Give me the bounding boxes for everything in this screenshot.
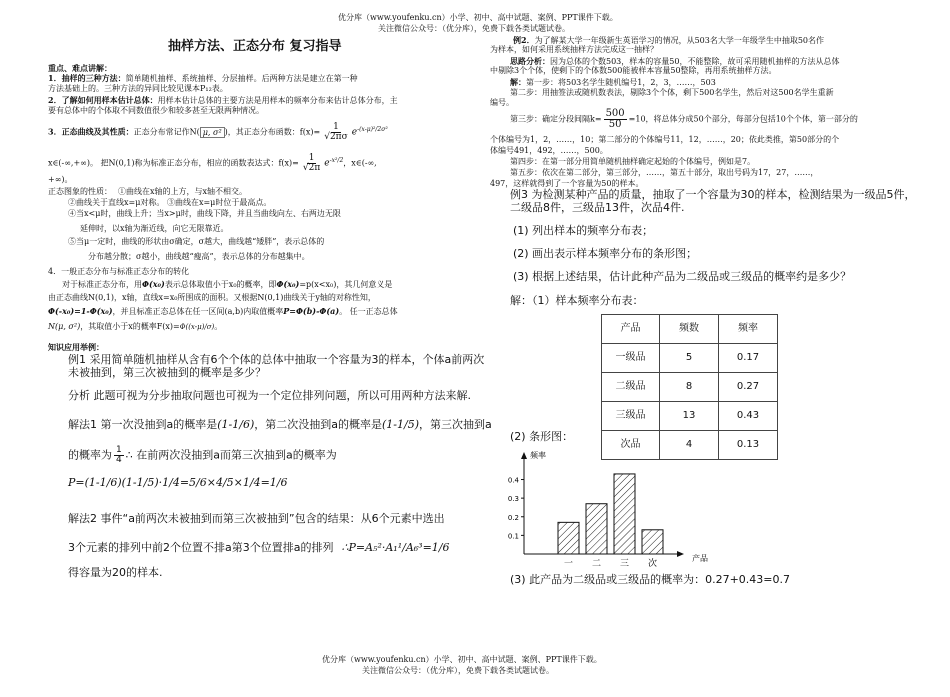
- table-cell: 5: [660, 344, 719, 373]
- table-header-cell: 频率: [719, 315, 778, 344]
- table-cell: 0.43: [719, 402, 778, 431]
- example-2-head: 例2．: [513, 35, 535, 45]
- prop-4-cont: 分布越分散；σ越小，曲线越“瘦高”，表示总体的分布越集中。: [88, 252, 310, 261]
- phi-x0-symbol: Φ(x₀): [142, 279, 165, 289]
- answer-2: (2) 条形图：: [510, 430, 574, 443]
- props-head: 正态图象的性质：: [48, 187, 112, 196]
- x-category-label: 二: [591, 559, 602, 568]
- table-row: [602, 373, 778, 402]
- y-tick-label: 0.1: [507, 532, 519, 541]
- solution-2-line-2: [68, 541, 450, 555]
- point-1-head: 1．抽样的三种方法：: [48, 73, 126, 83]
- point-4-l1a: 对于标准正态分布，用: [62, 280, 142, 289]
- y-tick-label: 0.2: [507, 513, 519, 522]
- prop-4: ⑤当μ一定时，曲线的形状由σ确定，σ越大，曲线越“矮胖”，表示总体的: [68, 237, 325, 246]
- sol1c: ，第三次抽到a: [419, 418, 492, 431]
- y-axis-arrow: [521, 452, 527, 459]
- frequency-table: [601, 314, 778, 460]
- point-4-l3d: 。 任一正态总体: [339, 307, 398, 316]
- step-4: 第四步：在第一部分用简单随机抽样确定起始的个体编号，例如是7。: [510, 157, 756, 166]
- table-row: [602, 344, 778, 373]
- solution-1-line-1: [68, 418, 492, 432]
- point-3-text: 正态分布常记作N(: [133, 127, 200, 137]
- header-line-2: 关注微信公众号：（优分库），免费下载各类试题试卷。: [378, 24, 570, 33]
- table-cell: 0.13: [719, 431, 778, 460]
- point-1-text: 简单随机抽样、系统抽样、分层抽样。后两种方法是建立在第一种: [125, 74, 358, 83]
- table-header-row: [602, 315, 778, 344]
- phi-x0-symbol-2: Φ(x₀): [276, 279, 300, 289]
- sol2-equation: ∴P=A₅²·A₁¹/A₆³=1/6: [341, 541, 450, 554]
- x-category-label: 三: [619, 559, 630, 568]
- x-axis-label: 产品: [692, 554, 708, 563]
- sol1d: 的概率为: [68, 448, 112, 462]
- step-3b: =10，将总体分成50个部分，每部分包括10个个体，第一部分的: [628, 114, 858, 124]
- answer-3: (3) 此产品为二级品或三级品的概率为：0.27+0.43=0.7: [510, 573, 790, 586]
- prop-2: ②曲线关于直线x=μ对称。 ③曲线在x=μ时位于最高点。: [68, 198, 272, 207]
- std-normal-end: +∞)。: [48, 175, 73, 184]
- step-3-line-3: 体编号491，492，……，500。: [490, 146, 608, 155]
- point-1-cont: 方法基础上的。三种方法的异同比较见课本P₁₂表。: [48, 84, 228, 93]
- std-density-fraction: $\frac{1}{√2\pi}$: [302, 153, 321, 173]
- idea-line-2: 中剔除3个个体，使剩下的个体数500能被样本容量50整除，再用系统抽样方法。: [490, 66, 777, 75]
- point-3-head: 3．正态曲线及其性质：: [48, 126, 134, 137]
- solution-head: 解：: [510, 77, 526, 87]
- props-line-1: [48, 187, 247, 197]
- step-5: 第五步：依次在第二部分，第三部分，……，第五十部分，取出号码为17，27，……，: [510, 168, 819, 177]
- solution-2-line-1: 解法2 事件“a前两次未被抽到而第三次被抽到”包含的结果：从6个元素中选出: [68, 512, 445, 525]
- sol1-factor-1: (1-1/6): [217, 418, 255, 431]
- step-3a: 第三步：确定分段间隔k=: [510, 114, 602, 124]
- point-3: 3．正态曲线及其性质：正态分布常记作N( μ, σ² )，其正态分布函数：f(x)= $\frac{1}{√2\pi\sigma}$ $e^{-(x-\mu)^2/2\sigma^2}$: [48, 122, 388, 142]
- point-3-text-c: )，其正态分布函数：f(x)=: [224, 127, 321, 137]
- sol1a: 解法1 第一次没抽到a的概率是: [68, 418, 218, 431]
- idea-head: 思路分析：: [510, 56, 550, 66]
- x-category-label: 一: [563, 559, 574, 568]
- point-4-l3b: ，并且标准正态总体在任一区间(a,b)内取值概率: [112, 307, 284, 316]
- y-axis-label: 频率: [530, 451, 546, 460]
- point-4-line-2: 由正态曲线N(0,1)，x轴，直线x=x₀所围成的面积。又根据N(0,1)曲线关于y轴的对称性知，: [48, 293, 376, 302]
- x-category-label: 次: [647, 559, 658, 568]
- prop-1: ①曲线在x轴的上方，与x轴不相交。: [118, 187, 248, 196]
- table-cell: 次品: [602, 431, 660, 460]
- sol1b: ，第二次没抽到a的概率是: [254, 418, 383, 431]
- table-cell: 13: [660, 402, 719, 431]
- question-1: (1) 列出样本的频率分布表；: [513, 224, 654, 237]
- step-3-line-2: 个体编号为1，2，……，10；第二部分的个体编号11，12，……，20；依此类推，第50部分的个: [490, 135, 840, 144]
- point-4-line-4: [48, 322, 222, 332]
- solution-1-equation: P=(1-1/6)(1-1/5)·1/4=5/6×4/5×1/4=1/6: [68, 476, 288, 489]
- question-2: (2) 画出表示样本频率分布的条形图；: [513, 247, 698, 260]
- point-4-l1b: 表示总体取值小于x₀的概率，即: [164, 280, 277, 289]
- normal-density-fraction: $\frac{1}{√2\pi\sigma}$: [324, 122, 348, 142]
- point-2-text: 用样本估计总体的主要方法是用样本的频率分布来估计总体分布，主: [157, 96, 398, 105]
- point-1: [48, 73, 358, 84]
- key-points-heading: 重点、难点讲解：: [48, 63, 112, 73]
- apps-heading: 知识应用举例：: [48, 342, 104, 352]
- example-1-cont: 未被抽到，第三次被抽到的概率是多少？: [68, 366, 266, 379]
- interval-prob: P=Φ(b)-Φ(a): [283, 306, 340, 316]
- cdf-formula: Φ((x-μ)/σ): [179, 323, 215, 331]
- analysis: 分析 此题可视为分步抽取问题也可视为一个定位排列问题，所以可用两种方法来解.: [68, 389, 471, 402]
- table-header-cell: 产品: [602, 315, 660, 344]
- x-axis-arrow: [677, 551, 684, 557]
- step-5-cont: 497，这样就得到了一个容量为50的样本。: [490, 179, 644, 188]
- table-cell: 一级品: [602, 344, 660, 373]
- normal-params-2: N(μ, σ²): [48, 322, 81, 331]
- point-4-head: 4．一般正态分布与标准正态分布的转化: [48, 267, 190, 276]
- bar-2: [586, 504, 607, 554]
- point-4-l1c: =p(x<x₀)，其几何意义是: [299, 280, 393, 289]
- footer-line-2: 关注微信公众号：（优分库），免费下载各类试题试卷。: [362, 666, 554, 675]
- point-2-head: 2．了解如何用样本估计总体：: [48, 95, 158, 105]
- std-normal-line: x∈(-∞,+∞)。 把N(0,1)称为标准正态分布，相应的函数表达式：f(x)= $\frac{1}{√2\pi}$ $e^{-x^2/2}$，x∈(-∞,: [48, 153, 377, 173]
- example-2-line-2: 为样本，如何采用系统抽样方法完成这一抽样？: [490, 45, 658, 54]
- bar-chart: [500, 448, 730, 568]
- bar-1: [558, 522, 579, 554]
- solution-1-line-2: [68, 446, 337, 465]
- step-1-line: [510, 77, 716, 88]
- idea-text: 因为总体的个数503，样本的容量50，不能整除，故可采用随机抽样的方法从总体: [550, 57, 840, 66]
- sol1-factor-2: (1-1/5): [382, 418, 420, 431]
- header-line-1: 优分库（www.youfenku.cn）小学、初中、高中试题、案例、PPT课件下载。: [338, 13, 618, 22]
- point-2: [48, 95, 398, 106]
- table-cell: 4: [660, 431, 719, 460]
- step-2-cont: 编号。: [490, 98, 514, 107]
- example-2-text: 为了解某大学一年级新生英语学习的情况，从503名大学一年级学生中抽取50名作: [534, 36, 825, 45]
- step-2: 第二步：用抽签法或随机数表法，剔除3个个体，剩下500名学生，然后对这500名学生重新: [510, 88, 834, 97]
- table-cell: 二级品: [602, 373, 660, 402]
- point-4-line-1: [62, 279, 392, 290]
- bar-3: [614, 474, 635, 554]
- prop-3: ④当x<μ时，曲线上升；当x>μ时，曲线下降，并且当曲线向左、右两边无限: [68, 209, 341, 218]
- interval-fraction: $\frac{500}{50}$: [605, 108, 625, 130]
- normal-density-exponent: -(x-μ)²/2σ²: [357, 125, 388, 133]
- sol2b: 3个元素的排列中前2个位置不排a第3个位置排a的排列: [68, 541, 334, 554]
- bar-4: [642, 530, 663, 554]
- std-normal-text: x∈(-∞,+∞)。 把N(0,1)称为标准正态分布，相应的函数表达式：f(x)=: [48, 158, 299, 168]
- step-3-line-1: [510, 109, 858, 130]
- point-4-l4b: ，其取值小于x的概率F(x)=: [80, 322, 180, 331]
- normal-params: μ, σ²: [200, 127, 225, 138]
- answer-1: 解：（1）样本频率分布表：: [510, 294, 644, 307]
- footer-line-1: 优分库（www.youfenku.cn）小学、初中、高中试题、案例、PPT课件下载。: [322, 655, 602, 664]
- point-4-line-3: [48, 306, 398, 317]
- table-cell: 0.17: [719, 344, 778, 373]
- table-cell: 8: [660, 373, 719, 402]
- table-row: [602, 402, 778, 431]
- y-tick-label: 0.4: [507, 476, 519, 485]
- table-header-cell: 频数: [660, 315, 719, 344]
- std-density-exponent: -x²/2: [329, 156, 344, 164]
- table-cell: 三级品: [602, 402, 660, 431]
- solution-2-end: 得容量为20的样本.: [68, 566, 163, 579]
- example-1: 例1 采用简单随机抽样从含有6个个体的总体中抽取一个容量为3的样本，个体a前两次: [68, 353, 485, 366]
- sol1e: ∴ 在前两次没抽到a而第三次抽到a的概率为: [125, 448, 337, 462]
- step-1: 第一步：将503名学生随机编号1，2，3，……，503: [526, 78, 716, 87]
- example-3-cont: 二级品8件，三级品13件，次品4件.: [510, 201, 685, 214]
- prop-3-cont: 延伸时，以x轴为渐近线，向它无限靠近。: [80, 224, 229, 233]
- y-tick-label: 0.3: [507, 495, 519, 504]
- point-2-cont: 要有总体中的个体取不同数值很少和较多甚至无限两种情况。: [48, 106, 264, 115]
- std-normal-tail: ，x∈(-∞,: [343, 158, 377, 168]
- point-4-l4d: 。: [214, 322, 223, 331]
- question-3: (3) 根据上述结果，估计此种产品为二级品或三级品的概率约是多少？: [513, 270, 852, 283]
- phi-symmetry: Φ(-x₀)=1-Φ(x₀): [48, 306, 113, 316]
- table-cell: 0.27: [719, 373, 778, 402]
- example-3: 例3 为检测某种产品的质量，抽取了一个容量为30的样本，检测结果为一级品5件，: [510, 188, 916, 201]
- page-title: 抽样方法、正态分布 复习指导: [168, 39, 342, 54]
- sol1-third-prob: $\frac{1}{4}$: [116, 445, 122, 465]
